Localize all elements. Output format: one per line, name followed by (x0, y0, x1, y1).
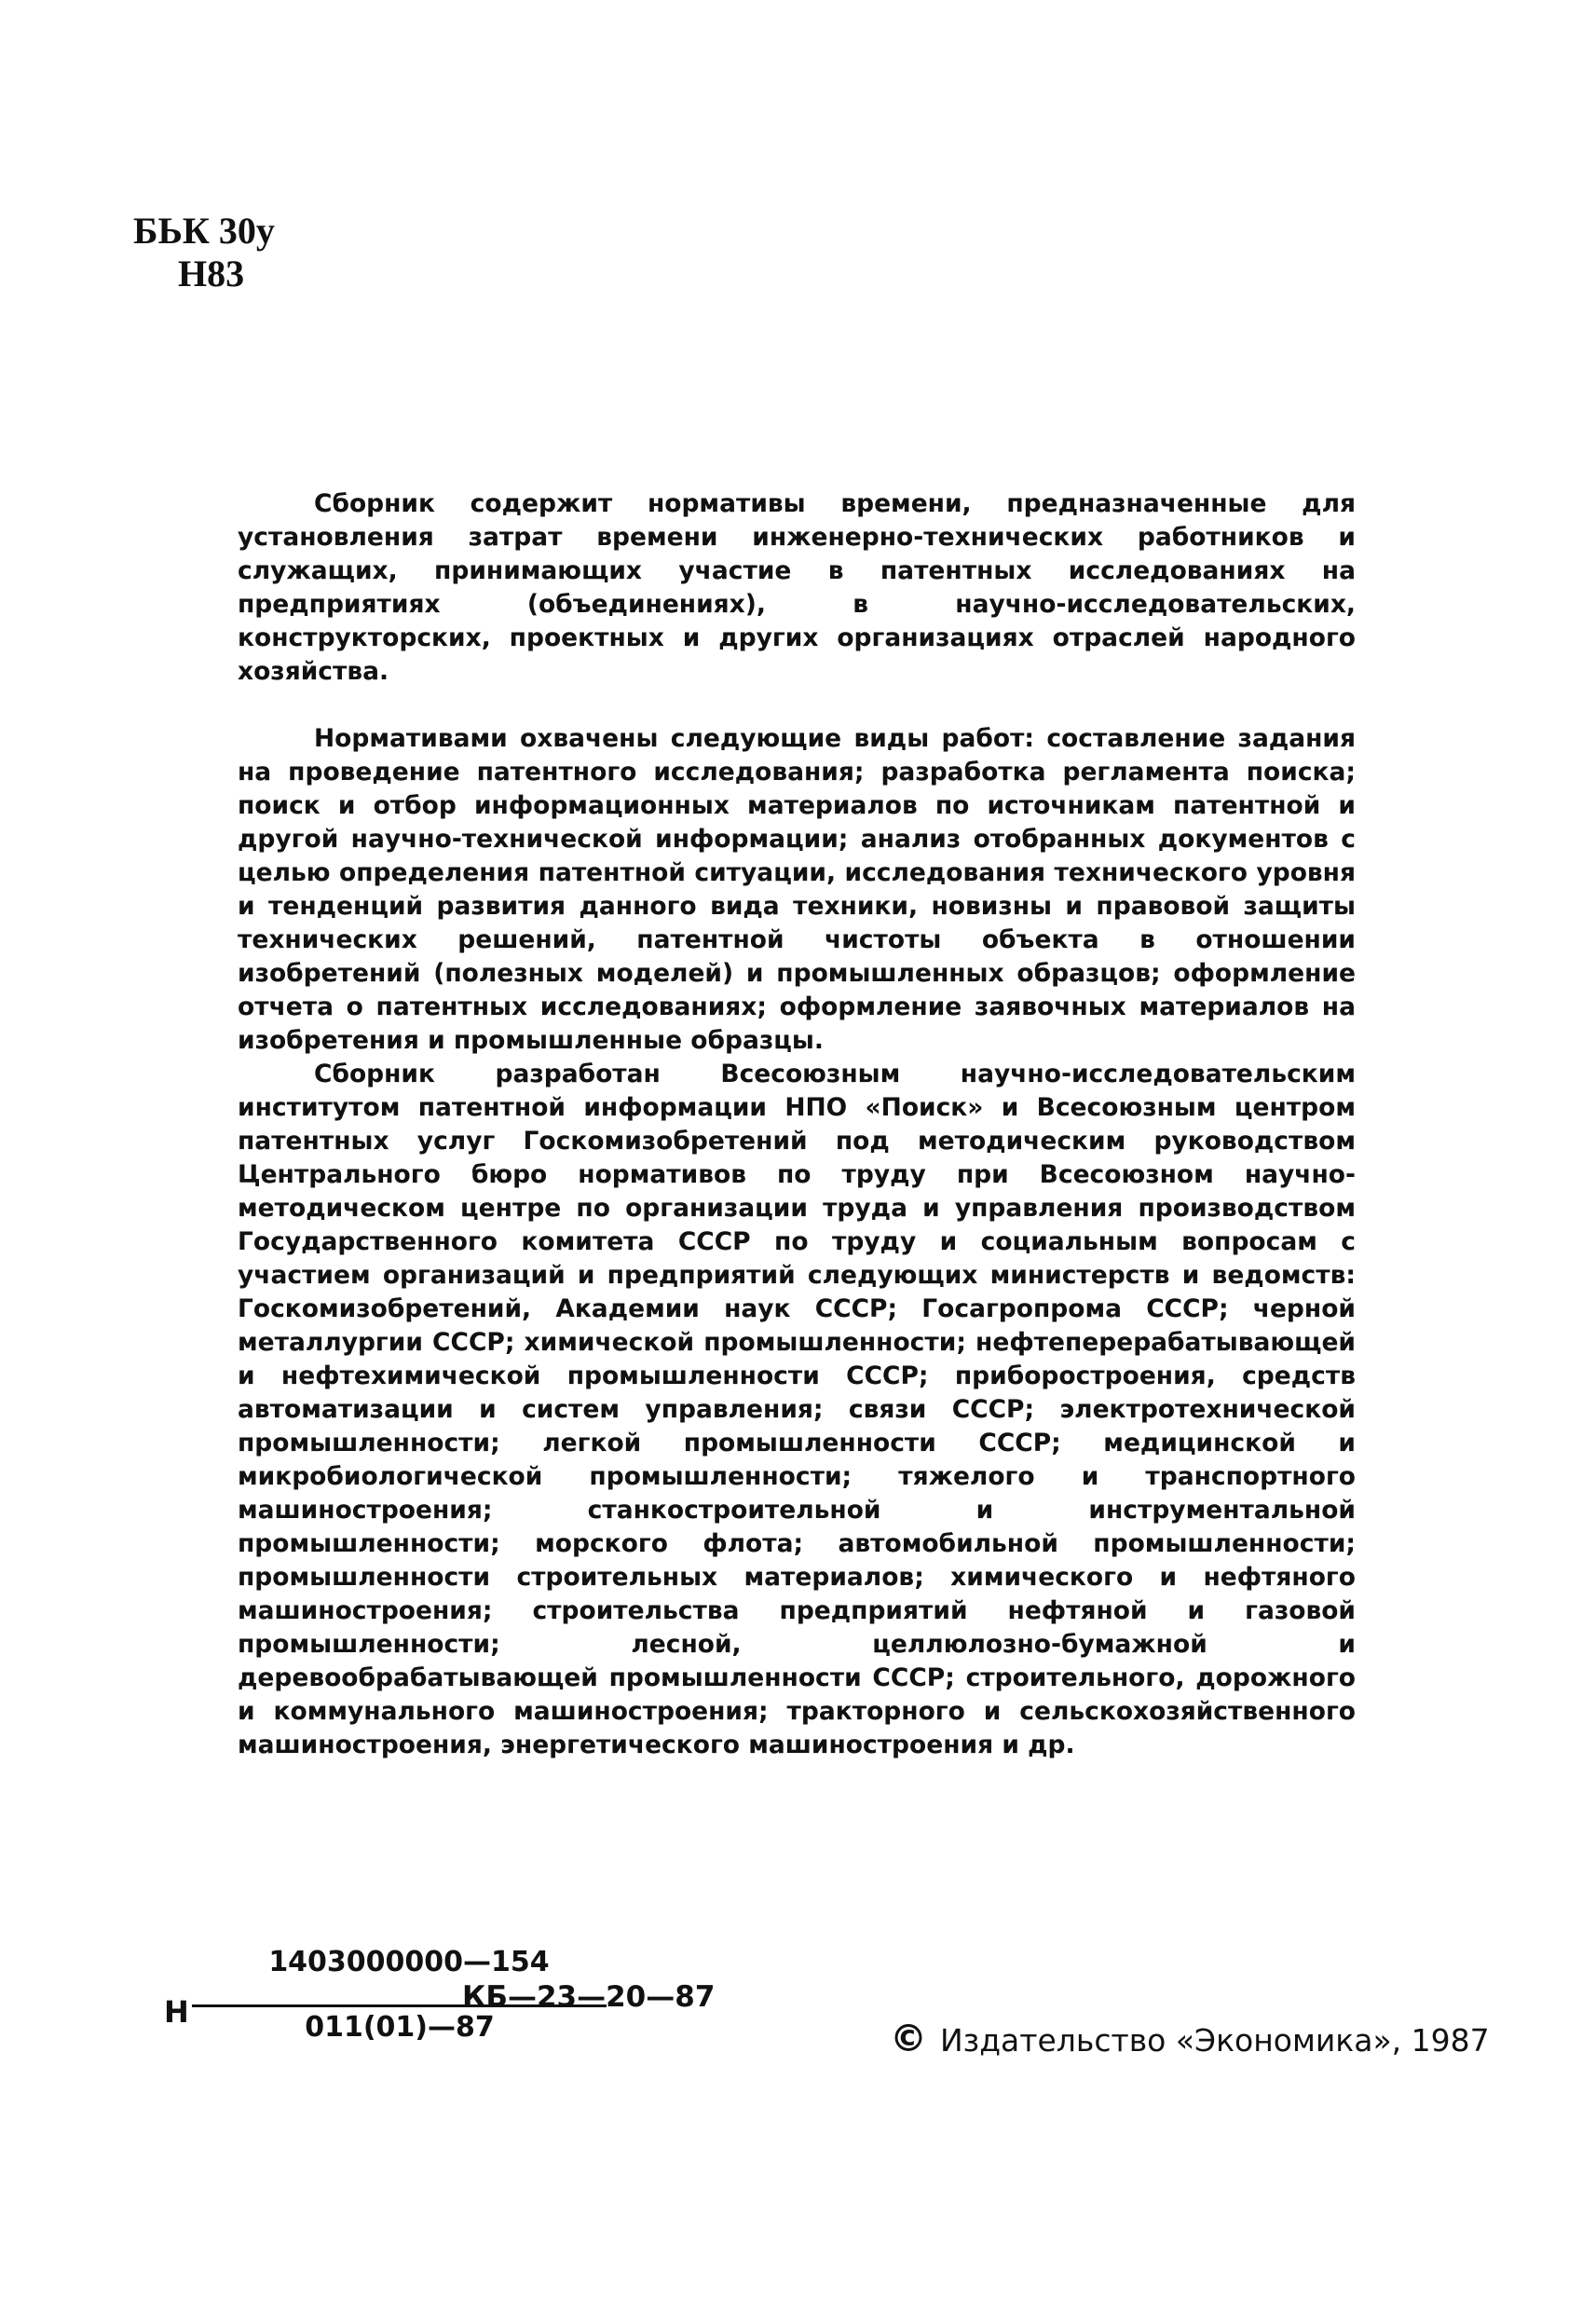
author-mark: Н83 (178, 253, 245, 294)
abstract-paragraph-1: Сборник содержит нормативы времени, предназначенные для установления затрат времени инженерно-технических работников и служащих, принимающих участие в патентных исследованиях на предприятиях (объединениях), в научно-исследовательских, конструкторских, проектных и других организациях отраслей народного хозяйства. (238, 489, 1356, 686)
abstract-paragraph-3: Сборник разработан Всесоюзным научно-исследовательским институтом патентной информации НПО «Поиск» и Всесоюзным центром патентных услуг Госкомизобретений под методическим руководством Центрального бюро нормативов по труду при Всесоюзном научно-методическом центре по организации труда и управления производством Государственного комитета СССР по труду и социальным вопросам с участием организаций и предприятий следующих министерств и ведомств: Госкомизобретений, Академии наук СССР; Госагропрома СССР; черной металлургии СССР; химической промышленности; нефтеперерабатывающей и нефтехимической промышленности СССР; приборостроения, средств автоматизации и систем управления; связи СССР; электротехнической промышленности; легкой промышленности СССР; медицинской и микробиологической промышленности; тяжелого и транспортного машиностроения; станкостроительной и инструментальной промышленности; морского флота; автомобильной промышленности; промышленности строительных материалов; химического и нефтяного машиностроения; строительства предприятий нефтяной и газовой промышленности; лесной, целлюлозно-бумажной и деревообрабатывающей промышленности СССР; строительного, дорожного и коммунального машиностроения; тракторного и сельскохозяйственного машиностроения, энергетического машиностроения и др. (238, 1060, 1356, 1759)
copyright-icon: © (890, 2018, 927, 2060)
index-numerator: 1403000000—154 (268, 1946, 550, 1978)
index-letter: Н (164, 1994, 189, 2030)
abstract-paragraph-2: Нормативами охвачены следующие виды работ: составление задания на проведение патентного исследования; разработка регламента поиска; поиск и отбор информационных материалов по источникам патентной и другой научно-технической информации; анализ отобранных документов с целью определения патентной ситуации, исследования технического уровня и тенденций развития данного вида техники, новизны и правовой защиты технических решений, патентной чистоты объекта в отношении изобретений (полезных моделей) и промышленных образцов; оформление отчета о патентных исследованиях; оформление заявочных материалов на изобретения и промышленные образцы. (238, 724, 1356, 1055)
abstract-text (238, 487, 1356, 1762)
catalog-code: КБ—23—20—87 (462, 1980, 716, 2014)
index-denominator: 011(01)—87 (305, 2011, 495, 2044)
bbk-code: БЬК 30у (133, 210, 275, 252)
copyright-line (890, 2018, 1490, 2060)
classification-block (133, 210, 275, 295)
copyright-text: Издательство «Экономика», 1987 (940, 2022, 1490, 2059)
